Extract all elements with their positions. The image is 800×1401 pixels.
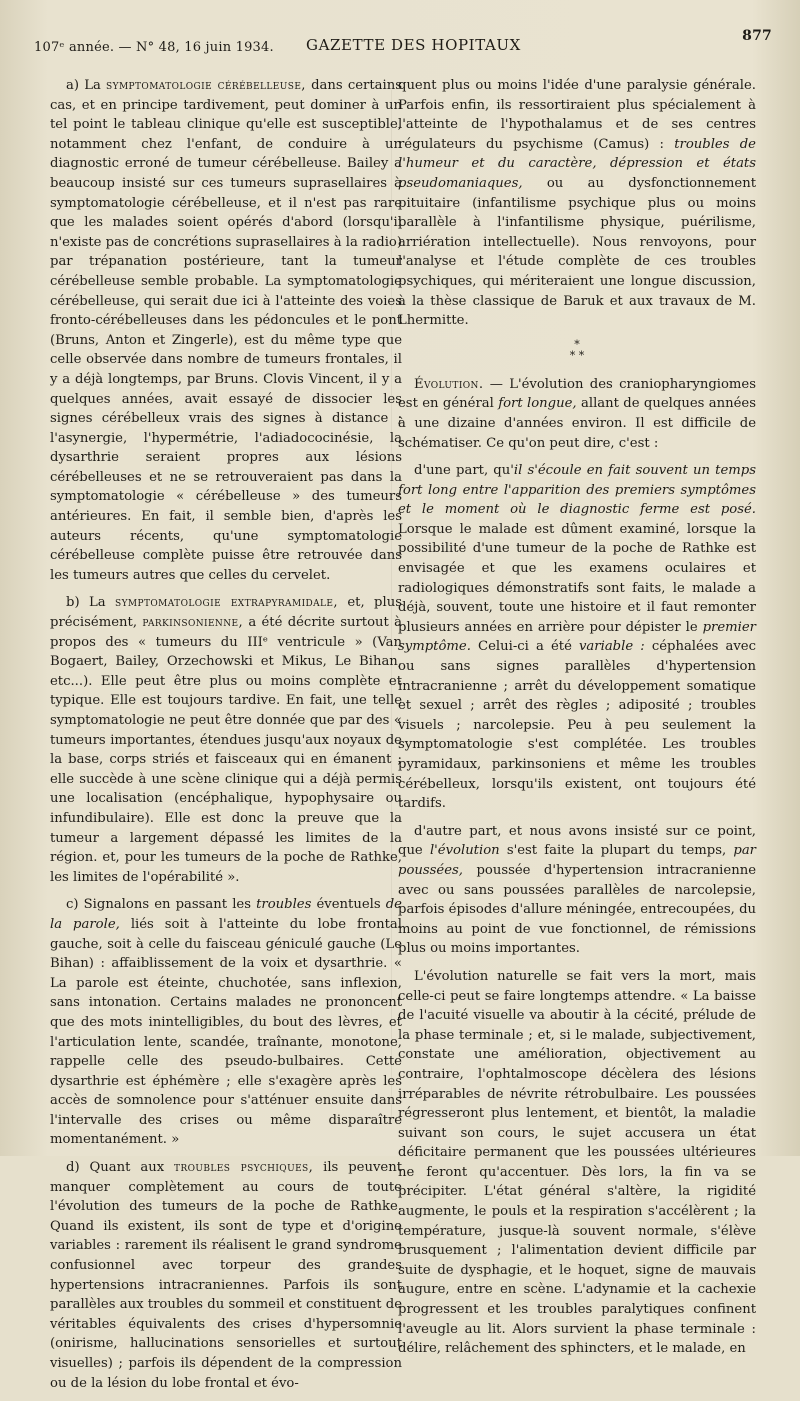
- paragraph-text: allant de quelques années à une dizaine d'années environ. Il est difficile de schématiser. Ce qu'on peut dire, c'est :: [398, 396, 756, 451]
- italic-term: premier symptôme.: [398, 619, 756, 655]
- issue-info: 107ᵉ année. — N° 48, 16 juin 1934.: [34, 40, 274, 55]
- paragraph-text: ou au dysfonctionnement pituitaire (infantilisme psychique plus ou moins parallèle à l'infantilisme physique, puérilisme, arriération intellectuelle). Nous renvoyons, pour l'analyse et l'étude complète de ces troubles psychiques, qui mériteraient une longue discussion, à la thèse classique de Baruk et aux travaux de M. Lhermitte.: [398, 175, 756, 329]
- paragraph-first-point: [398, 461, 756, 814]
- italic-term: par poussées,: [398, 843, 756, 878]
- small-caps-heading: symptomatologie extrapyramidale,: [115, 595, 338, 611]
- paragraph-text: ils peuvent manquer complètement au cours de toute l'évolution des tumeurs de la poche de Rathke. Quand ils existent, ils sont de type et d'origine variables : rarement ils réalisent le grand syndrome confusionnel avec torpeur des grandes hypertensions intracraniennes. Parfois ils sont parallèles aux troubles du sommeil et constituent de véritables équivalents des crises d'hypersomnie (onirisme, hallucinations sensorielles et surtout visuelles) ; parfois ils dépendent de la compression ou de la lésion du lobe frontal et évo-: [50, 1160, 402, 1391]
- paragraph-text: dans certains cas, et en principe tardivement, peut dominer à un tel point le tableau clinique qu'elle est susceptible, notamment chez l'enfant, de conduire à un diagnostic erroné de tumeur cérébelleuse. Bailey a beaucoup insisté sur ces tumeurs suprasellaires à symptomatologie cérébelleuse, et il n'est pas rare que les malades soient opérés d'abord (lorsqu'il n'existe pas de concrétions suprasellaires à la radio) par trépanation postérieure, tant la tumeur cérébelleuse semble probable. La symptomatologie cérébelleuse, qui serait due ici à l'atteinte des voies fronto-cérébelleuses dans les pédoncules et le pont (Bruns, Anton et Zingerle), est du même type que celle observée dans nombre de tumeurs frontales, il y a déjà longtemps, par Bruns. Clovis Vincent, il y a quelques années, avait essayé de dissocier les signes cérébelleux vrais des signes à distance ; l'asynergie, l'hypermétrie, l'adiadococinésie, la dysarthrie seraient propres aux lésions cérébelleuses et ne se retrouveraient pas dans la symptomatologie « cérébelleuse » des tumeurs antérieures. En fait, il semble bien, d'après les auteurs récents, qu'une symptomatologie cérébelleuse complète puisse être retrouvée dans les tumeurs autres que celles du cervelet.: [50, 78, 402, 583]
- paragraph-label: d) Quant aux: [66, 1160, 165, 1176]
- paragraph-label: b) La: [66, 595, 106, 611]
- paragraph-speech: [50, 895, 402, 1150]
- right-column: [398, 76, 756, 1367]
- paragraph-text: et, plus précisément,: [50, 595, 402, 631]
- paragraph-text: s'est faite la plupart du temps,: [506, 843, 727, 859]
- paragraph-cerebellar: [50, 76, 402, 585]
- paragraph-text: quent plus ou moins l'idée d'une paralysie générale. Parfois enfin, ils ressortiraient plus spécialement à l'atteinte de l'hypothalamus et de ses centres régulateurs du psychisme (Camus) :: [398, 78, 756, 152]
- paragraph-psychic-continued: [398, 76, 756, 331]
- journal-title: GAZETTE DES HOPITAUX: [306, 36, 521, 54]
- small-caps-term: parkinsonienne,: [142, 615, 244, 631]
- asterism: * * *: [569, 337, 585, 362]
- paragraph-text: éventuels: [316, 897, 381, 913]
- italic-term: il s'écoule en fait souvent un temps fort long entre l'apparition des premiers symptômes et le moment où le diagnostic ferme est posé.: [398, 463, 756, 518]
- small-caps-heading: troubles psychiques,: [174, 1160, 314, 1176]
- page-number: 877: [742, 28, 772, 44]
- running-header: [34, 28, 774, 62]
- section-separator: [398, 339, 756, 361]
- paragraph-psychic: [50, 1158, 402, 1393]
- paragraph-second-point: [398, 822, 756, 959]
- paragraph-text: Lorsque le malade est dûment examiné, lorsque la possibilité d'une tumeur de la poche de Rathke est envisagée et que les examens oculaires et radiologiques démonstratifs sont faits, le malade a déjà, souvent, toute une histoire et il faut remonter plusieurs années en arrière pour dépister le: [398, 521, 756, 635]
- section-heading: Évolution.: [414, 376, 484, 392]
- italic-term: l'évolution: [429, 843, 500, 859]
- paragraph-text: a été décrite surtout à propos des « tumeurs du IIIᵉ ventricule » (Van Bogaert, Bailey, Orzechowski et Mikus, Le Bihan, etc...). Elle peut être plus ou moins complète et typique. Elle est toujours tardive. En fait, une telle symptomatologie ne peut être donnée que par des « tumeurs importantes, étendues jusqu'aux noyaux de la base, corps striés et faisceaux qui en émanent ; elle succède à une scène clinique qui a déjà permis une localisation (encéphalique, hypophysaire ou infundibulaire). Elle est donc la preuve que la tumeur a largement dépassé les limites de la région. et, pour les tumeurs de la poche de Rathke, les limites de l'opérabilité ».: [50, 615, 402, 885]
- paragraph-text: poussée d'hypertension intracranienne avec ou sans poussées parallèles de narcolepsie, parfois épisodes d'allure méningée, entrecoupées, du moins au point de vue fonctionnel, de rémissions plus ou moins importantes.: [398, 862, 756, 957]
- paragraph-natural-evolution: [398, 967, 756, 1359]
- paragraph-text: céphalées avec ou sans signes parallèles d'hypertension intracranienne ; arrêt du développement somatique et sexuel ; arrêt des règles ; adiposité ; troubles visuels ; narcolepsie. Peu à peu seulement la symptomatologie s'est complétée. Les troubles pyramidaux, parkinsoniens et même les troubles cérébelleux, lorsqu'ils existent, ont toujours été tardifs.: [398, 639, 756, 812]
- paragraph-text: d'autre part, et nous avons insisté sur ce point, que: [398, 823, 756, 859]
- left-column: [50, 76, 402, 1401]
- paragraph-text: L'évolution naturelle se fait vers la mort, mais celle-ci peut se faire longtemps attendre. « La baisse de l'acuité visuelle va aboutir à la cécité, prélude de la phase terminale ; et, si le malade, subjectivement, constate une amélioration, objectivement au contraire, l'ophtalmoscope décèlera des lésions irréparables de névrite rétrobulbaire. Les poussées régresseront plus lentement, et bientôt, la maladie suivant son cours, le sujet accusera un état déficitaire permanent que les poussées ultérieures ne feront qu'accentuer. Dès lors, la fin va se précipiter. L'état général s'altère, la rigidité augmente, le pouls et la respiration s'accélèrent ; la température, jusque-là souvent normale, s'élève brusquement ; l'alimentation devient difficile par suite de dysphagie, et le hoquet, signe de mauvais augure, entre en scène. L'adynamie et la cachexie progressent et les troubles paralytiques confinent l'aveugle au lit. Alors survient la phase terminale : délire, relâchement des sphincters, et le malade, en: [398, 968, 756, 1357]
- small-caps-heading: symptomatologie cérébelleuse,: [106, 78, 306, 93]
- italic-term: troubles de l'humeur et du caractère, dépression et états pseudomaniaques,: [398, 136, 756, 191]
- paragraph-text: d'une part, qu': [414, 463, 514, 479]
- italic-term: variable :: [578, 639, 645, 655]
- paragraph-text: liés soit à l'atteinte du lobe frontal gauche, soit à celle du faisceau géniculé gauche (Le Bihan) : affaiblissement de la voix et dysarthrie. « La parole est éteinte, chuchotée, sans inflexion, sans intonation. Certains malades ne prononcent que des mots inintelligibles, du bout des lèvres, et l'articulation lente, scandée, traînante, monotone, rappelle celle des pseudo-bulbaires. Cette dysarthrie est éphémère ; elle s'exagère après les accès de somnolence pour s'atténuer ensuite dans l'intervalle des crises ou même disparaître momentanément. »: [50, 916, 402, 1148]
- paragraph-text: Celui-ci a été: [478, 639, 572, 655]
- italic-term: fort longue,: [498, 396, 577, 412]
- paragraph-label: a) La: [66, 78, 101, 93]
- paragraph-extrapyramidal: [50, 593, 402, 887]
- italic-term: troubles: [256, 897, 312, 913]
- italic-term: de la parole,: [50, 897, 402, 932]
- paragraph-label: c) Signalons en passant les: [66, 897, 251, 913]
- paragraph-evolution: [398, 375, 756, 453]
- paragraph-text: — L'évolution des craniopharyngiomes est en général: [398, 376, 756, 412]
